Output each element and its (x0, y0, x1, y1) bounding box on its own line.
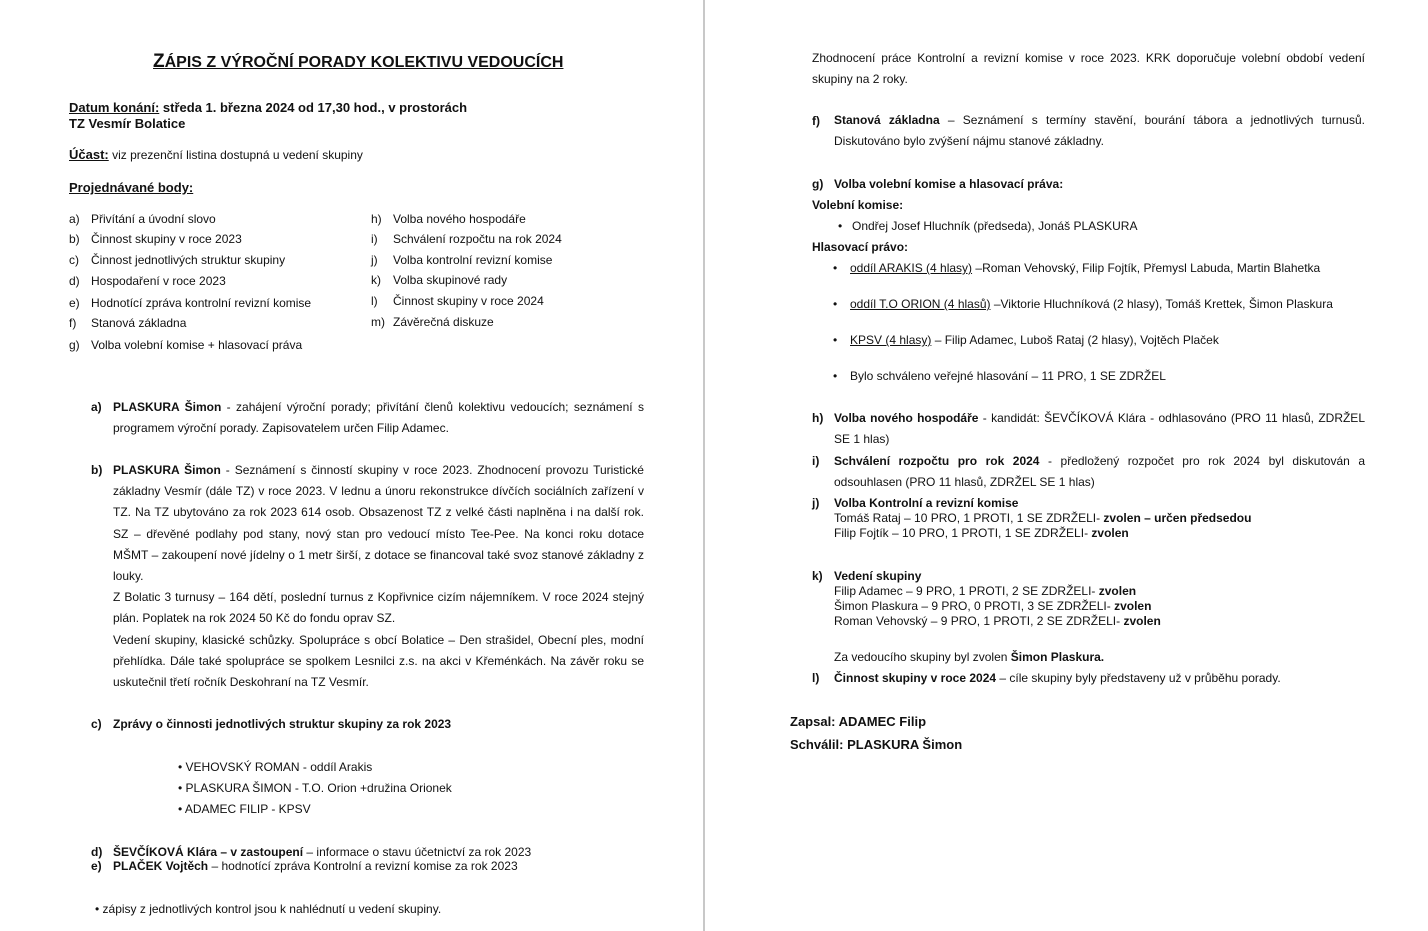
agenda-item: Činnost skupiny v roce 2023 (91, 232, 242, 246)
voting-members: – Filip Adamec, Luboš Rataj (2 hlasy), Vojtěch Plaček (931, 333, 1219, 347)
item-k-letter: k) (812, 569, 823, 583)
item-f-paragraph: Stanová základna – Seznámení s termíny stavění, bourání tábora a jednotlivých turnusů. Diskutováno bylo zvýšení nájmu stanové základny. (834, 113, 1365, 149)
election-commission-label: Volební komise: (812, 198, 904, 212)
agenda-item-letter: l) (371, 294, 378, 308)
date-line: Datum konání: středa 1. března 2024 od 17,30 hod., v prostorách (69, 100, 468, 115)
agenda-item: Přivítání a úvodní slovo (91, 212, 216, 226)
item-d-letter: d) (91, 845, 103, 859)
voting-right-item (833, 369, 1166, 383)
item-g-letter: g) (812, 177, 824, 191)
agenda-heading: Projednávané body: (69, 180, 194, 195)
agenda-item-letter: c) (69, 253, 79, 267)
agenda-item: Schválení rozpočtu na rok 2024 (393, 232, 562, 246)
agenda-item-letter: i) (371, 232, 378, 246)
agenda-item: Volba skupinové rady (393, 273, 508, 287)
item-a-paragraph: PLASKURA Šimon - zahájení výroční porady; přivítání členů kolektivu vedoucích; seznámení s programem výroční porady. Zapisovatelem určen Filip Adamec. (113, 400, 644, 436)
voting-right-item (833, 261, 1320, 275)
voting-right-item (833, 333, 1219, 347)
structure-report-text: VEHOVSKÝ ROMAN - oddíl Arakis (185, 760, 373, 774)
item-j-letter: j) (812, 496, 820, 510)
item-e-line: PLAČEK Vojtěch – hodnotící zpráva Kontrolní a revizní komise za rok 2023 (113, 859, 518, 873)
voting-group: oddíl ARAKIS (4 hlasy) (850, 261, 973, 275)
item-b-paragraph: PLASKURA Šimon - Seznámení s činností skupiny v roce 2023. Zhodnocení provozu Turistické základny Vesmír (dále TZ) v roce 2023. V lednu a únoru rekonstrukce dívčích sociálních zařízení v TZ. Na TZ ubytováno za rok 2023 614 osob. Obsazenost TZ z velké části naplněna i na další rok. SZ – dřevěné podlahy pod stany, nový stan pro vedoucí místo Tee-Pee. Na konci roku dotace MŠMT – zakoupení nové jídelny o 1 metr širší, z dotace se financoval také svoz stanové základny z louky. Z Bolatic 3 turnusy – 164 dětí, poslední turnus z Kopřivnice cizím nájemníkem. V roce 2024 stejný plán. Poplatek na rok 2024 50 Kč do fondu oprav SZ. Vedení skupiny, klasické schůzky. Spolupráce s obcí Bolatice – Den strašidel, Obecní ples, modní přehlídka. Dále také spolupráce se spolkem Lesnilci z.s. na akci v Křeménkách. Na závěr roku se uskutečnil třetí ročník Deskohraní na TZ Vesmír. (113, 463, 644, 690)
leadership-vote-count: Filip Adamec – 9 PRO, 1 PROTI, 2 SE ZDRŽELI- (834, 584, 1096, 598)
agenda-item: Činnost jednotlivých struktur skupiny (91, 253, 286, 267)
voting-group: KPSV (4 hlasy) (850, 333, 932, 347)
agenda-item-letter: f) (69, 316, 77, 330)
item-b-letter: b) (91, 463, 103, 477)
bullet-icon: • (833, 369, 838, 383)
bullet-icon: • (833, 297, 838, 311)
agenda-item: Hospodaření v roce 2023 (91, 274, 226, 288)
item-e-letter: e) (91, 859, 102, 873)
voting-members: –Viktorie Hluchníková (2 hlasy), Tomáš Krettek, Šimon Plaskura (990, 297, 1333, 311)
agenda-item: Volba volební komise + hlasovací práva (91, 338, 303, 352)
bullet-icon: • (178, 802, 185, 816)
bullet-icon: • (178, 781, 186, 795)
structure-report-text: ADAMEC FILIP - KPSV (184, 802, 311, 816)
agenda-item: Hodnotící zpráva kontrolní revizní komise (91, 296, 312, 310)
agenda-item-letter: j) (371, 253, 378, 267)
left-page (0, 0, 703, 931)
agenda-item-letter: e) (69, 296, 80, 310)
agenda-item-letter: b) (69, 232, 80, 246)
date-line-2: TZ Vesmír Bolatice (69, 116, 186, 131)
document-title: ZÁPIS Z VÝROČNÍ PORADY KOLEKTIVU VEDOUCÍCH (153, 51, 564, 72)
item-d-line: ŠEVČÍKOVÁ Klára – v zastoupení – informace o stavu účetnictví za rok 2023 (113, 845, 532, 859)
agenda-item-letter: a) (69, 212, 80, 226)
agenda-item: Stanová základna (91, 316, 187, 330)
leadership-vote-line (834, 599, 1151, 613)
leadership-vote-line (834, 584, 1136, 598)
leadership-vote-count: Roman Vehovský – 9 PRO, 1 PROTI, 2 SE ZDRŽELI- (834, 614, 1121, 628)
agenda-item-letter: g) (69, 338, 80, 352)
item-j-line-1: Tomáš Rataj – 10 PRO, 1 PROTI, 1 SE ZDRŽELI- zvolen – určen předsedou (834, 511, 1252, 525)
leadership-vote-result: zvolen (1120, 614, 1161, 628)
attendance-line: Účast: viz prezenční listina dostupná u vedení skupiny (69, 147, 363, 162)
agenda-item-letter: k) (371, 273, 381, 287)
voting-members: Bylo schváleno veřejné hlasování – 11 PRO, 1 SE ZDRŽEL (850, 369, 1166, 383)
voting-right-label: Hlasovací právo: (812, 240, 909, 254)
recorded-by: Zapsal: ADAMEC Filip (790, 714, 927, 729)
structure-report-item (178, 802, 311, 816)
leadership-vote-result: zvolen (1095, 584, 1137, 598)
bullet-icon: • (833, 333, 838, 347)
agenda-item: Volba nového hospodáře (393, 212, 526, 226)
voting-members: –Roman Vehovský, Filip Fojtík, Přemysl Labuda, Martin Blahetka (972, 261, 1321, 275)
agenda-item-letter: m) (371, 315, 385, 329)
item-g-heading: Volba volební komise a hlasovací práva: (834, 177, 1064, 191)
item-i-letter: i) (812, 454, 820, 468)
item-k-result: Za vedoucího skupiny byl zvolen Šimon Plaskura. (834, 650, 1105, 664)
voting-right-item (833, 297, 1333, 311)
leadership-vote-line (834, 614, 1161, 628)
item-l-line: Činnost skupiny v roce 2024 – cíle skupiny byly představeny už v průběhu porady. (834, 671, 1281, 685)
election-commission-members: • Ondřej Josef Hluchník (předseda), Jonáš PLASKURA (838, 219, 1138, 233)
structure-report-text: PLASKURA ŠIMON - T.O. Orion +družina Orionek (185, 781, 452, 795)
footnote: • zápisy z jednotlivých kontrol jsou k nahlédnutí u vedení skupiny. (95, 902, 442, 916)
bullet-icon: • (178, 760, 186, 774)
item-h-paragraph: Volba nového hospodáře - kandidát: ŠEVČÍKOVÁ Klára - odhlasováno (PRO 11 hlasů, ZDRŽEL SE 1 hlas) (834, 411, 1365, 447)
item-j-line-2: Filip Fojtík – 10 PRO, 1 PROTI, 1 SE ZDRŽELI- zvolen (834, 526, 1129, 540)
voting-group: oddíl T.O ORION (4 hlasů) (850, 297, 991, 311)
agenda-item: Činnost skupiny v roce 2024 (393, 294, 544, 308)
right-page (705, 0, 1428, 931)
agenda-item-letter: d) (69, 274, 80, 288)
bullet-icon: • (838, 219, 843, 233)
item-k-heading: Vedení skupiny (834, 569, 922, 583)
item-a-letter: a) (91, 400, 102, 414)
item-c-letter: c) (91, 717, 102, 731)
agenda-item: Volba kontrolní revizní komise (393, 253, 553, 267)
item-i-paragraph: Schválení rozpočtu pro rok 2024 - předložený rozpočet pro rok 2024 byl diskutován a odsouhlasen (PRO 11 hlasů, ZDRŽEL SE 1 hlas) (834, 454, 1365, 490)
structure-report-item (178, 781, 452, 795)
item-f-letter: f) (812, 114, 820, 128)
item-l-letter: l) (812, 671, 820, 685)
bullet-icon: • (833, 261, 838, 275)
item-e-continuation: Zhodnocení práce Kontrolní a revizní komise v roce 2023. KRK doporučuje volební období vedení skupiny na 2 roky. (812, 51, 1365, 87)
item-c-heading: Zprávy o činnosti jednotlivých struktur skupiny za rok 2023 (113, 717, 452, 731)
structure-report-item (178, 760, 372, 774)
item-h-letter: h) (812, 411, 824, 425)
approved-by: Schválil: PLASKURA Šimon (790, 737, 963, 752)
item-j-heading: Volba Kontrolní a revizní komise (834, 496, 1019, 510)
leadership-vote-result: zvolen (1110, 599, 1152, 613)
agenda-item-letter: h) (371, 212, 382, 226)
agenda-item: Závěrečná diskuze (393, 315, 494, 329)
leadership-vote-count: Šimon Plaskura – 9 PRO, 0 PROTI, 3 SE ZDRŽELI- (834, 599, 1111, 613)
